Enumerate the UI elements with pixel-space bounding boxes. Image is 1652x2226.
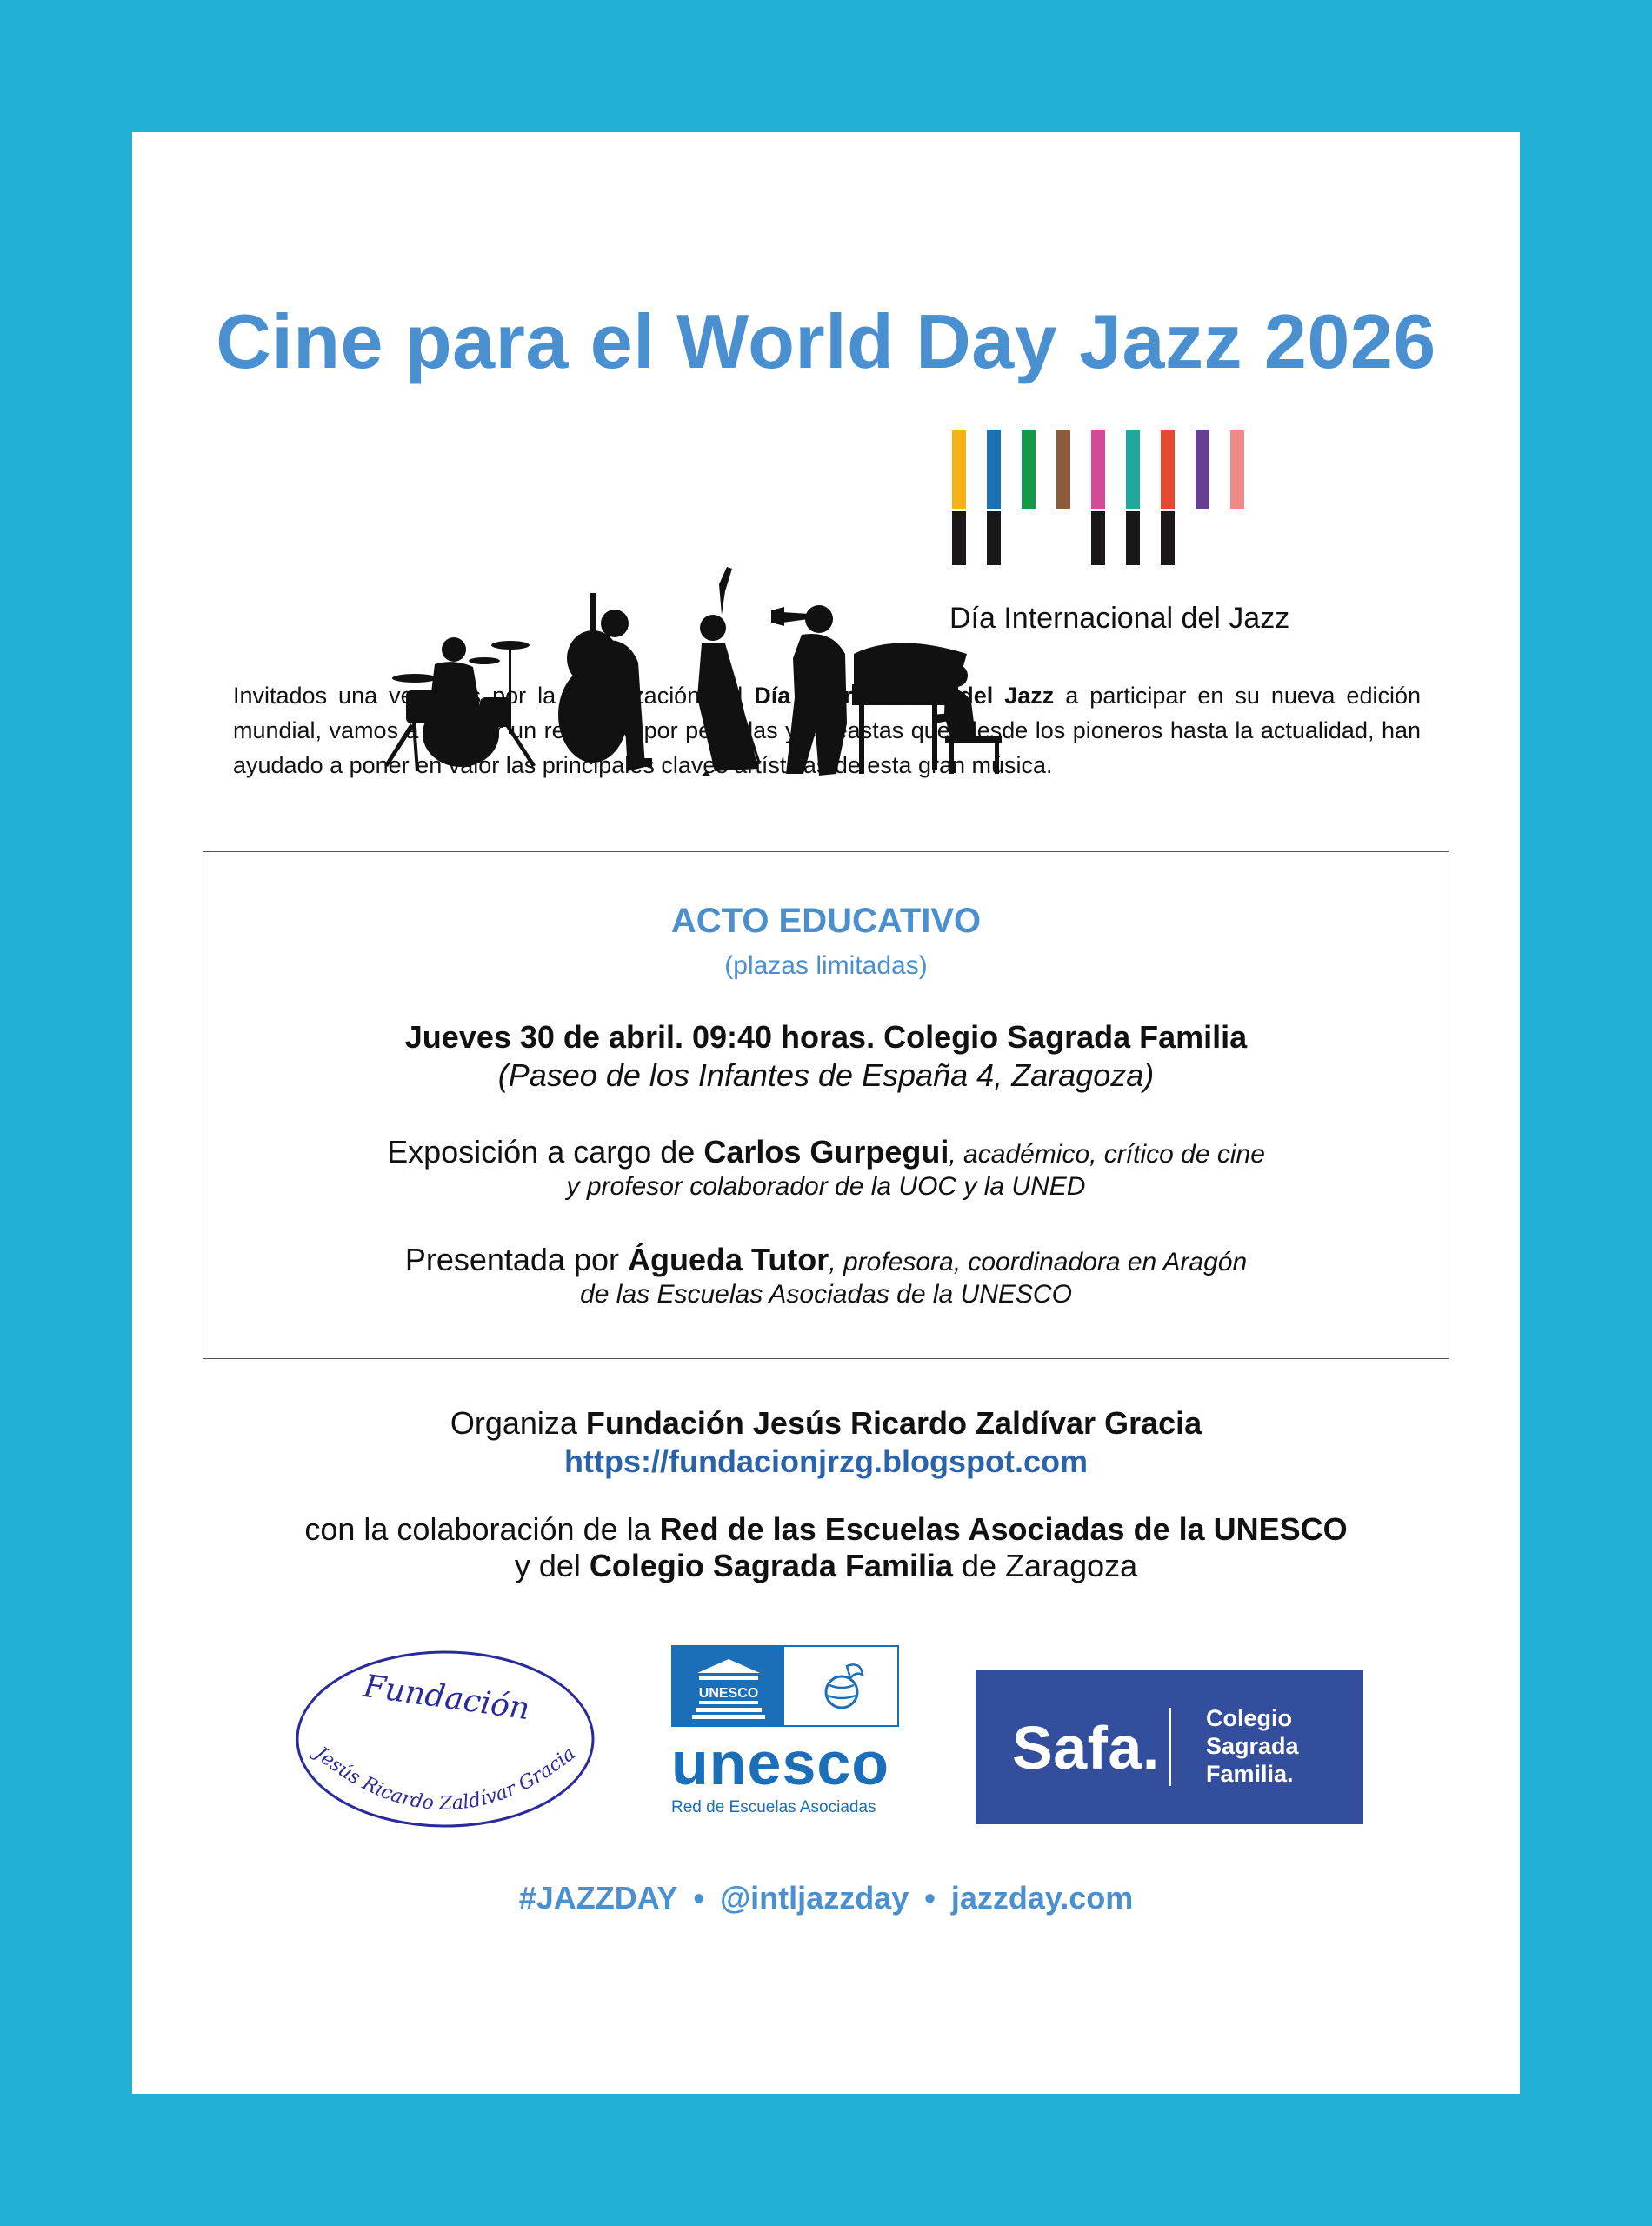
intro-paragraph [233, 678, 1421, 783]
unesco-temple-block [673, 1647, 784, 1725]
unesco-globe-icon [812, 1659, 873, 1715]
intro-text-2: a participar en su nueva edición mundial, vamos a realizar un recorrido por películas y cineastas que, desde los pioneros hasta la actualidad, han ayudado a poner en valor las principales claves artísticas de esta gran música. [233, 683, 1421, 778]
poster-sheet [132, 132, 1520, 2094]
collab-suffix-2: de Zaragoza [953, 1548, 1138, 1583]
event-address: (Paseo de los Infantes de España 4, Zaragoza) [497, 1057, 1155, 1093]
unesco-subtitle: Red de Escuelas Asociadas [671, 1798, 876, 1816]
jazzday-color-key [1126, 430, 1140, 509]
speaker-name: Carlos Gurpegui [703, 1134, 949, 1170]
unesco-wordmark: unesco [671, 1729, 890, 1797]
unesco-logo [671, 1645, 903, 1819]
jazzday-color-key [1091, 430, 1105, 509]
organizer-prefix: Organiza [450, 1405, 586, 1441]
jazzday-keys-logo [949, 428, 1262, 602]
presenter-role-line2: de las Escuelas Asociadas de la UNESCO [580, 1280, 1072, 1309]
jazzday-color-key [1230, 430, 1244, 509]
collab-prefix-1: con la colaboración de la [304, 1511, 660, 1547]
jazzday-color-key [987, 430, 1001, 509]
organizer-line [132, 1405, 1520, 1442]
safa-line-3: Familia. [1206, 1761, 1294, 1787]
safa-logo [976, 1670, 1363, 1824]
fundacion-stamp-bottom: Jesús Ricardo Zaldívar Gracia [310, 1743, 580, 1816]
collab-prefix-2: y del [514, 1548, 590, 1583]
separator-dot: • [693, 1880, 705, 1916]
unesco-emblem [671, 1645, 899, 1727]
jazzday-hashtag[interactable]: #JAZZDAY [518, 1880, 678, 1916]
speaker-role-line2: y profesor colaborador de la UOC y la UNED [566, 1172, 1086, 1201]
jazzday-color-key [1022, 430, 1036, 509]
presenter-name: Águeda Tutor [627, 1242, 829, 1277]
collaboration-line-2 [132, 1548, 1520, 1584]
fundacion-stamp-logo [289, 1645, 602, 1836]
event-heading: ACTO EDUCATIVO [670, 902, 982, 940]
poster-title: Cine para el World Day Jazz 2026 [216, 298, 1436, 384]
intro-bold: Día Internacional del Jazz [754, 683, 1055, 709]
jazzday-color-key [952, 430, 966, 509]
intro-text-1: Invitados una vez más por la organización del [233, 683, 755, 709]
organizer-url-link[interactable]: https://fundacionjrzg.blogspot.com [564, 1443, 1088, 1479]
jazzday-caption: Día Internacional del Jazz [949, 602, 1290, 635]
unesco-temple-icon [673, 1647, 784, 1725]
speaker-line [132, 1134, 1520, 1170]
presenter-prefix: Presentada por [404, 1242, 628, 1277]
jazzday-color-key [1056, 430, 1070, 509]
collab-bold-1: Red de las Escuelas Asociadas de la UNESCO [659, 1511, 1348, 1547]
safa-wordmark: Safa. [1012, 1714, 1160, 1782]
separator-dot: • [924, 1880, 936, 1916]
presenter-line [132, 1242, 1520, 1278]
jazzday-handle[interactable]: @intljazzday [720, 1880, 909, 1916]
safa-line-1: Colegio [1206, 1705, 1292, 1731]
jazzday-color-key [1161, 430, 1175, 509]
safa-line-2: Sagrada [1206, 1733, 1299, 1759]
collab-bold-2: Colegio Sagrada Familia [589, 1548, 954, 1583]
collaboration-line-1 [132, 1511, 1520, 1548]
organizer-name: Fundación Jesús Ricardo Zaldívar Gracia [585, 1405, 1202, 1441]
unesco-emblem-text: UNESCO [698, 1686, 759, 1701]
presenter-role: , profesora, coordinadora en Aragón [829, 1248, 1248, 1276]
jazzday-color-key [1196, 430, 1209, 509]
fundacion-stamp-top: Fundación [361, 1668, 532, 1728]
jazzday-site-link[interactable]: jazzday.com [950, 1880, 1134, 1916]
event-datetime: Jueves 30 de abril. 09:40 horas. Colegio Sagrada Familia [404, 1019, 1248, 1055]
speaker-prefix: Exposición a cargo de [387, 1134, 704, 1170]
safa-school-name [1206, 1704, 1299, 1788]
safa-divider [1169, 1708, 1171, 1786]
speaker-role: , académico, crítico de cine [949, 1140, 1265, 1169]
footer-hashtags [132, 1880, 1520, 1916]
event-subheading: (plazas limitadas) [724, 951, 928, 980]
